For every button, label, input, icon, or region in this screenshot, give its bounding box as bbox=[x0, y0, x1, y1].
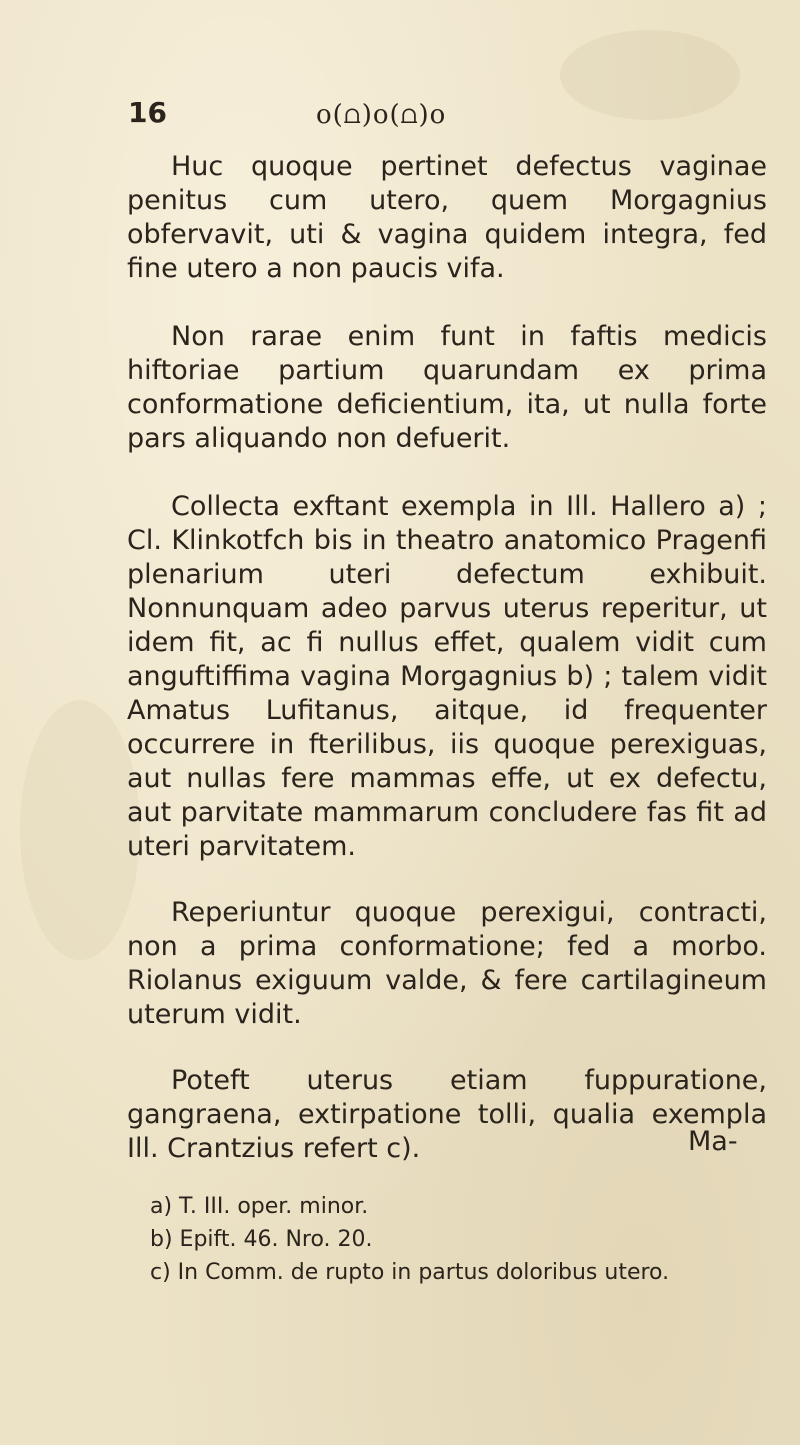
header-ornament: o(⩍)o(⩍)o bbox=[316, 100, 447, 130]
paragraph: Huc quoque pertinet defectus vaginae penitus cum utero, quem Morgagnius obfervavit, uti & vagina quidem integra, fed fine utero a non paucis vifa. bbox=[127, 151, 767, 284]
page-header bbox=[128, 96, 648, 136]
footnote: c) In Comm. de rupto in partus doloribus utero. bbox=[150, 1260, 670, 1285]
paragraph: Poteft uterus etiam fuppuratione, gangraena, extirpatione tolli, qualia exempla Ill. Crantzius refert c). bbox=[127, 1065, 767, 1164]
paper-stain bbox=[20, 700, 140, 960]
paragraph: Non rarae enim funt in faftis medicis hiftoriae partium quarundam ex prima conformatione deficientium, ita, ut nulla forte pars aliquando non defuerit. bbox=[127, 321, 767, 454]
page-number: 16 bbox=[128, 96, 167, 129]
footnote: b) Epift. 46. Nro. 20. bbox=[150, 1227, 373, 1252]
catchword: Ma- bbox=[688, 1126, 738, 1157]
footnote: a) T. III. oper. minor. bbox=[150, 1194, 369, 1219]
paragraph: Reperiuntur quoque perexigui, contracti, non a prima conformatione; fed a morbo. Riolanus exiguum valde, & fere cartilagineum uterum vidit. bbox=[127, 897, 767, 1030]
body-text bbox=[127, 150, 767, 1200]
paragraph: Collecta exftant exempla in Ill. Hallero a) ; Cl. Klinkotfch bis in theatro anatomico Pragenfi plenarium uteri defectum exhibuit. Nonnunquam adeo parvus uterus reperitur, ut idem fit, ac fi nullus effet, qualem vidit cum anguftiffima vagina Morgagnius b) ; talem vidit Amatus Lufitanus, aitque, id frequenter occurrere in fterilibus, iis quoque perexiguas, aut nullas fere mammas effe, ut ex defectu, aut parvitate mammarum concludere fas fit ad uteri parvitatem. bbox=[127, 491, 767, 862]
footnotes bbox=[150, 1190, 669, 1289]
